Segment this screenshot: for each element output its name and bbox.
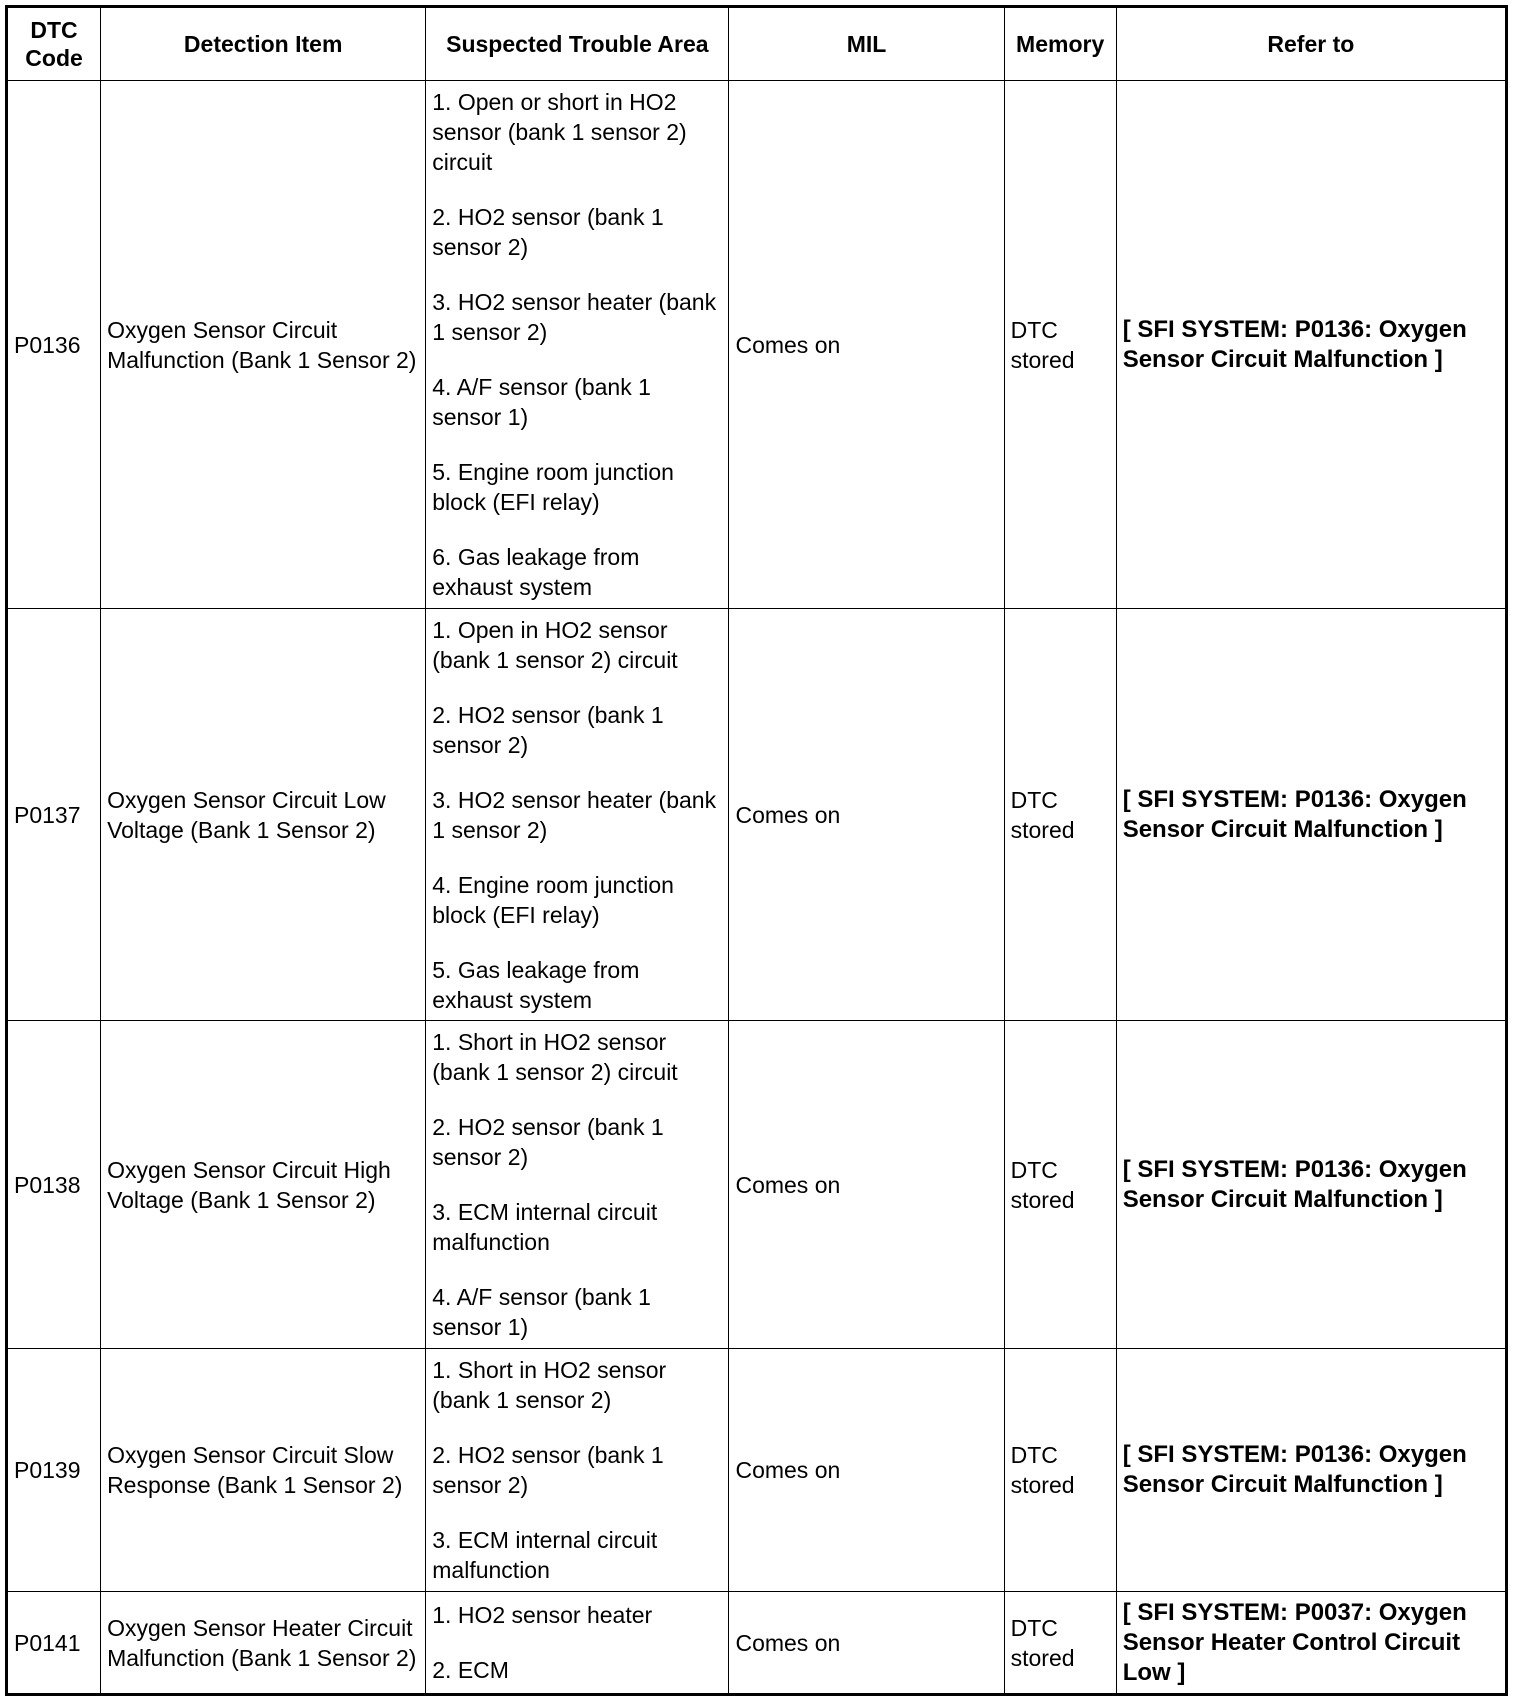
dtc-code-cell: P0138	[7, 1021, 101, 1349]
memory-cell: DTC stored	[1004, 1021, 1116, 1349]
trouble-area-item: 1. Short in HO2 sensor (bank 1 sensor 2) circuit	[432, 1029, 678, 1085]
trouble-area-item: 2. HO2 sensor (bank 1 sensor 2)	[432, 204, 664, 260]
refer-to-link[interactable]: [ SFI SYSTEM: P0037: Oxygen Sensor Heater Control Circuit Low ]	[1116, 1592, 1506, 1695]
trouble-area-item: 1. Short in HO2 sensor (bank 1 sensor 2)	[432, 1357, 667, 1413]
header-suspected-trouble-area: Suspected Trouble Area	[426, 7, 729, 81]
trouble-area-item: 4. A/F sensor (bank 1 sensor 1)	[432, 1284, 651, 1340]
header-detection-item: Detection Item	[101, 7, 426, 81]
table-header-row	[7, 7, 1507, 81]
table-row	[7, 1592, 1507, 1695]
refer-to-link[interactable]: [ SFI SYSTEM: P0136: Oxygen Sensor Circuit Malfunction ]	[1116, 609, 1506, 1021]
trouble-area-item: 6. Gas leakage from exhaust system	[432, 544, 640, 600]
trouble-area-item: 4. A/F sensor (bank 1 sensor 1)	[432, 374, 651, 430]
detection-item-cell: Oxygen Sensor Circuit Low Voltage (Bank 1 Sensor 2)	[101, 609, 426, 1021]
dtc-code-cell: P0141	[7, 1592, 101, 1695]
mil-cell: Comes on	[729, 609, 1004, 1021]
trouble-area-item: 2. HO2 sensor (bank 1 sensor 2)	[432, 1442, 664, 1498]
detection-item-cell: Oxygen Sensor Circuit Malfunction (Bank 1 Sensor 2)	[101, 81, 426, 609]
detection-item-cell: Oxygen Sensor Heater Circuit Malfunction (Bank 1 Sensor 2)	[101, 1592, 426, 1695]
trouble-area-list	[432, 87, 722, 602]
trouble-area-item: 1. Open in HO2 sensor (bank 1 sensor 2) circuit	[432, 616, 678, 673]
trouble-area-item: 5. Gas leakage from exhaust system	[432, 956, 640, 1013]
header-refer-to: Refer to	[1116, 7, 1506, 81]
table-row	[7, 1021, 1507, 1349]
table-row	[7, 81, 1507, 609]
mil-cell: Comes on	[729, 1349, 1004, 1592]
dtc-code-cell: P0137	[7, 609, 101, 1021]
detection-item-cell: Oxygen Sensor Circuit High Voltage (Bank 1 Sensor 2)	[101, 1021, 426, 1349]
trouble-area-item: 1. HO2 sensor heater	[432, 1602, 653, 1628]
header-dtc-code: DTC Code	[7, 7, 101, 81]
trouble-area-item: 2. ECM	[432, 1657, 509, 1683]
trouble-area-cell	[426, 609, 729, 1021]
trouble-area-list	[432, 1600, 722, 1685]
trouble-area-list	[432, 1355, 722, 1585]
mil-cell: Comes on	[729, 81, 1004, 609]
refer-to-link[interactable]: [ SFI SYSTEM: P0136: Oxygen Sensor Circuit Malfunction ]	[1116, 1349, 1506, 1592]
trouble-area-item: 3. HO2 sensor heater (bank 1 sensor 2)	[432, 786, 717, 843]
trouble-area-cell	[426, 1021, 729, 1349]
refer-to-link[interactable]: [ SFI SYSTEM: P0136: Oxygen Sensor Circuit Malfunction ]	[1116, 81, 1506, 609]
trouble-area-cell	[426, 1592, 729, 1695]
memory-cell: DTC stored	[1004, 1592, 1116, 1695]
mil-cell: Comes on	[729, 1021, 1004, 1349]
trouble-area-item: 2. HO2 sensor (bank 1 sensor 2)	[432, 701, 664, 758]
header-mil: MIL	[729, 7, 1004, 81]
table-row	[7, 1349, 1507, 1592]
dtc-table	[5, 5, 1508, 1696]
refer-to-link[interactable]: [ SFI SYSTEM: P0136: Oxygen Sensor Circuit Malfunction ]	[1116, 1021, 1506, 1349]
trouble-area-cell	[426, 81, 729, 609]
trouble-area-item: 3. HO2 sensor heater (bank 1 sensor 2)	[432, 289, 717, 345]
trouble-area-item: 1. Open or short in HO2 sensor (bank 1 sensor 2) circuit	[432, 89, 687, 175]
trouble-area-item: 4. Engine room junction block (EFI relay)	[432, 871, 674, 928]
dtc-code-cell: P0136	[7, 81, 101, 609]
trouble-area-item: 2. HO2 sensor (bank 1 sensor 2)	[432, 1114, 664, 1170]
trouble-area-cell	[426, 1349, 729, 1592]
table-row	[7, 609, 1507, 1021]
trouble-area-item: 3. ECM internal circuit malfunction	[432, 1527, 658, 1583]
header-memory: Memory	[1004, 7, 1116, 81]
trouble-area-item: 3. ECM internal circuit malfunction	[432, 1199, 658, 1255]
trouble-area-list	[432, 1027, 722, 1342]
mil-cell: Comes on	[729, 1592, 1004, 1695]
dtc-code-cell: P0139	[7, 1349, 101, 1592]
trouble-area-list	[432, 615, 722, 1015]
memory-cell: DTC stored	[1004, 1349, 1116, 1592]
memory-cell: DTC stored	[1004, 81, 1116, 609]
memory-cell: DTC stored	[1004, 609, 1116, 1021]
trouble-area-item: 5. Engine room junction block (EFI relay)	[432, 459, 674, 515]
detection-item-cell: Oxygen Sensor Circuit Slow Response (Bank 1 Sensor 2)	[101, 1349, 426, 1592]
